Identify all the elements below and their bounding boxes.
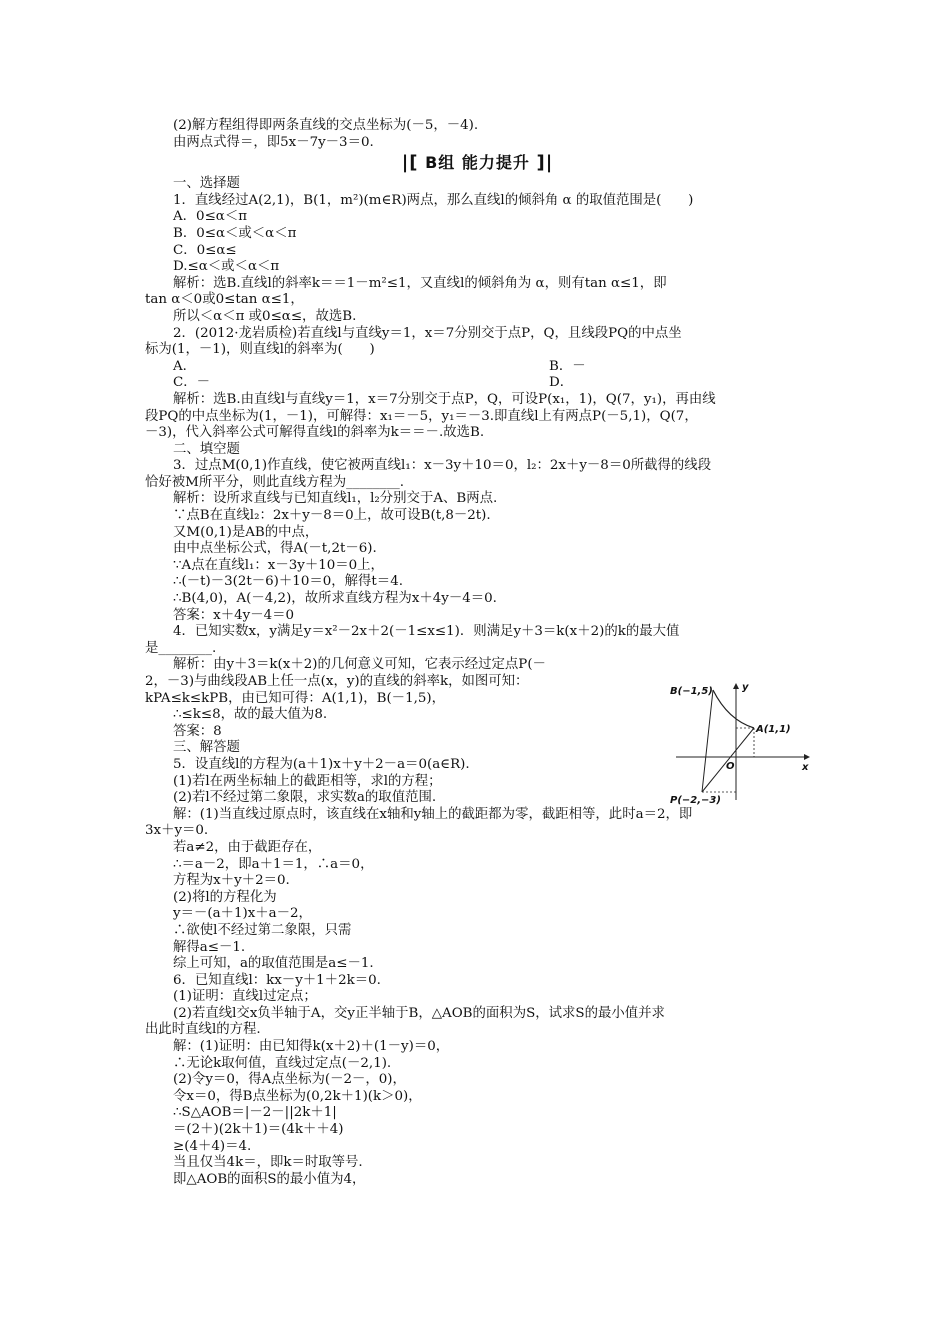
q2-option-b: B．－ (549, 358, 586, 374)
solution-3: ∵A点在直线l₁：x－3y＋10＝0上， (173, 557, 384, 573)
heading-choice: 一、选择题 (173, 176, 240, 192)
q2-option-c: C．－ (173, 375, 211, 391)
option-d: D.≤α＜或＜α＜π (173, 259, 280, 275)
label-a: A(1,1) (756, 724, 791, 735)
label-p: P(−2,−3) (670, 795, 721, 806)
question-5: (1)若l在两坐标轴上的截距相等，求l的方程； (173, 773, 442, 789)
solution-6: (2)令y＝0，得A点坐标为(－2－，0)， (173, 1072, 406, 1088)
solution-6: ≥(4＋4)＝4. (173, 1138, 252, 1154)
solution-3: ∵点B在直线l₂：2x＋y－8＝0上，故可设B(t,8－2t). (173, 508, 491, 524)
solution-1-cont: tan α＜0或0≤tan α≤1， (145, 292, 304, 308)
label-b: B(−1,5) (670, 686, 713, 697)
question-6-cont: 出此时直线l的方程. (145, 1022, 261, 1038)
solution-6: 即△AOB的面积S的最小值为4， (173, 1171, 366, 1187)
solution-6: ∴无论k取何值，直线过定点(－2,1). (173, 1055, 392, 1071)
line-pa (702, 728, 754, 792)
solution-4: kPA≤k≤kPB，由已知可得：A(1,1)，B(－1,5)， (145, 690, 445, 706)
solution-4: ∴≤k≤8，故的最大值为8. (173, 707, 328, 723)
solution-1-end: 所以＜α＜π 或0≤α≤，故选B. (173, 308, 357, 324)
solution-6: 解：(1)证明：由已知得k(x＋2)＋(1－y)＝0， (173, 1039, 450, 1055)
section-title-right-bracket: ]| (536, 152, 554, 174)
document-page (145, 118, 810, 1188)
solution-6: ＝(2＋)(2k＋1)＝(4k＋＋4) (173, 1122, 344, 1138)
section-title-left-bracket: |[ (401, 152, 419, 174)
question-3: 3．过点M(0,1)作直线，使它被两直线l₁：x－3y＋10＝0，l₂：2x＋y－8＝0所截得的线段 (173, 458, 712, 474)
solution-5: 综上可知，a的取值范围是a≤－1. (173, 956, 374, 972)
solution-1: 解析：选B.直线l的斜率k＝＝1－m²≤1，又直线l的倾斜角为 α，则有tan α≤1，即 (173, 275, 667, 291)
q2-options-row-2 (145, 375, 810, 392)
heading-fill: 二、填空题 (173, 441, 240, 457)
question-4-cont: 是________. (145, 640, 217, 656)
solution-5: 解：(1)当直线过原点时，该直线在x轴和y轴上的截距都为零，截距相等，此时a＝2，即 (173, 806, 693, 822)
solution-6: 当且仅当4k＝，即k＝时取等号. (173, 1155, 363, 1171)
solution-6: 令x＝0，得B点坐标为(0,2k＋1)(k＞0)， (173, 1088, 422, 1104)
solution-3: ∴(－t)－3(2t－6)＋10＝0，解得t＝4. (173, 574, 403, 590)
solution-4: 解析：由y＋3＝k(x＋2)的几何意义可知，它表示经过定点P(－ (173, 657, 546, 673)
parabola-segment (713, 690, 754, 728)
solution-5: (2)将l的方程化为 (173, 889, 277, 905)
y-axis-arrow-icon (733, 683, 739, 689)
solution-5: 方程为x＋y＋2＝0. (173, 873, 290, 889)
text-line: (2)解方程组得即两条直线的交点坐标为(－5，－4). (173, 118, 479, 133)
solution-3: 又M(0,1)是AB的中点， (173, 524, 319, 540)
solution-5: ∴欲使l不经过第二象限，只需 (173, 922, 352, 938)
answer-4: 答案：8 (173, 723, 222, 739)
solution-2-cont: －3)，代入斜率公式可解得直线l的斜率为k＝＝－.故选B. (145, 425, 485, 441)
question-5: 5．设直线l的方程为(a＋1)x＋y＋2－a＝0(a∈R). (173, 756, 470, 772)
label-o: O (726, 761, 735, 772)
solution-6: ∴S△AOB＝|－2－||2k＋1| (173, 1105, 337, 1121)
label-y: y (742, 682, 749, 693)
question-2-cont: 标为(1，－1)，则直线l的斜率为( ) (145, 342, 375, 358)
q2-option-a: A． (173, 358, 197, 374)
answer-3: 答案：x＋4y－4＝0 (173, 607, 295, 623)
question-4: 4．已知实数x，y满足y＝x²－2x＋2(－1≤x≤1)．则满足y＋3＝k(x＋2)的k的最大值 (173, 624, 680, 640)
question-6: (1)证明：直线l过定点； (173, 989, 317, 1005)
x-axis-arrow-icon (804, 754, 810, 760)
solution-5: ∴＝a－2，即a＋1＝1，∴a＝0， (173, 856, 374, 872)
question-6: 6．已知直线l：kx－y＋1＋2k＝0. (173, 972, 381, 988)
q2-options-row-1 (145, 359, 810, 376)
solution-5: 解得a≤－1. (173, 939, 246, 955)
question-5: (2)若l不经过第二象限，求实数a的取值范围. (173, 790, 437, 806)
q2-option-d: D． (549, 375, 574, 391)
solution-4: 2，－3)与曲线段AB上任一点(x，y)的直线的斜率k，如图可知： (145, 674, 529, 689)
solution-5-cont: 3x＋y＝0. (145, 823, 209, 839)
solution-3: 解析：设所求直线与已知直线l₁，l₂分别交于A、B两点. (173, 491, 498, 507)
solution-2: 解析：选B.由直线l与直线y＝1，x＝7分别交于点P，Q，可设P(x₁，1)，Q(7，y₁)，再由线 (173, 391, 716, 407)
label-x: x (802, 762, 809, 773)
option-a: A．0≤α＜π (173, 209, 248, 225)
question-1: 1．直线经过A(2,1)，B(1，m²)(m∈R)两点，那么直线l的倾斜角 α 的取值范围是( ) (173, 192, 694, 208)
section-title-text: B组 能力提升 (425, 153, 530, 173)
solution-3: 由中点坐标公式，得A(－t,2t－6). (173, 541, 377, 557)
question-6: (2)若直线l交x负半轴于A，交y正半轴于B，△AOB的面积为S，试求S的最小值并求 (173, 1005, 665, 1021)
question-3-cont: 恰好被M所平分，则此直线方程为________. (145, 474, 404, 490)
section-title (145, 152, 810, 174)
text-line: 由两点式得＝，即5x－7y－3＝0. (173, 134, 374, 150)
solution-2-cont: 段PQ的中点坐标为(1，－1)，可解得：x₁＝－5，y₁＝－3.即直线l上有两点P(－5,1)，Q(7， (145, 408, 698, 424)
line-pb (702, 690, 713, 792)
solution-3: ∴B(4,0)，A(－4,2)，故所求直线方程为x＋4y－4＝0. (173, 591, 497, 607)
heading-answer: 三、解答题 (173, 740, 240, 756)
coordinate-figure (668, 680, 818, 806)
option-c: C．0≤α≤ (173, 242, 237, 258)
question-2: 2．(2012·龙岩质检)若直线l与直线y＝1，x＝7分别交于点P，Q，且线段PQ的中点坐 (173, 325, 682, 341)
option-b: B．0≤α＜或＜α＜π (173, 225, 297, 241)
solution-5: y＝－(a＋1)x＋a－2， (173, 906, 312, 922)
solution-5: 若a≠2，由于截距存在， (173, 839, 322, 855)
